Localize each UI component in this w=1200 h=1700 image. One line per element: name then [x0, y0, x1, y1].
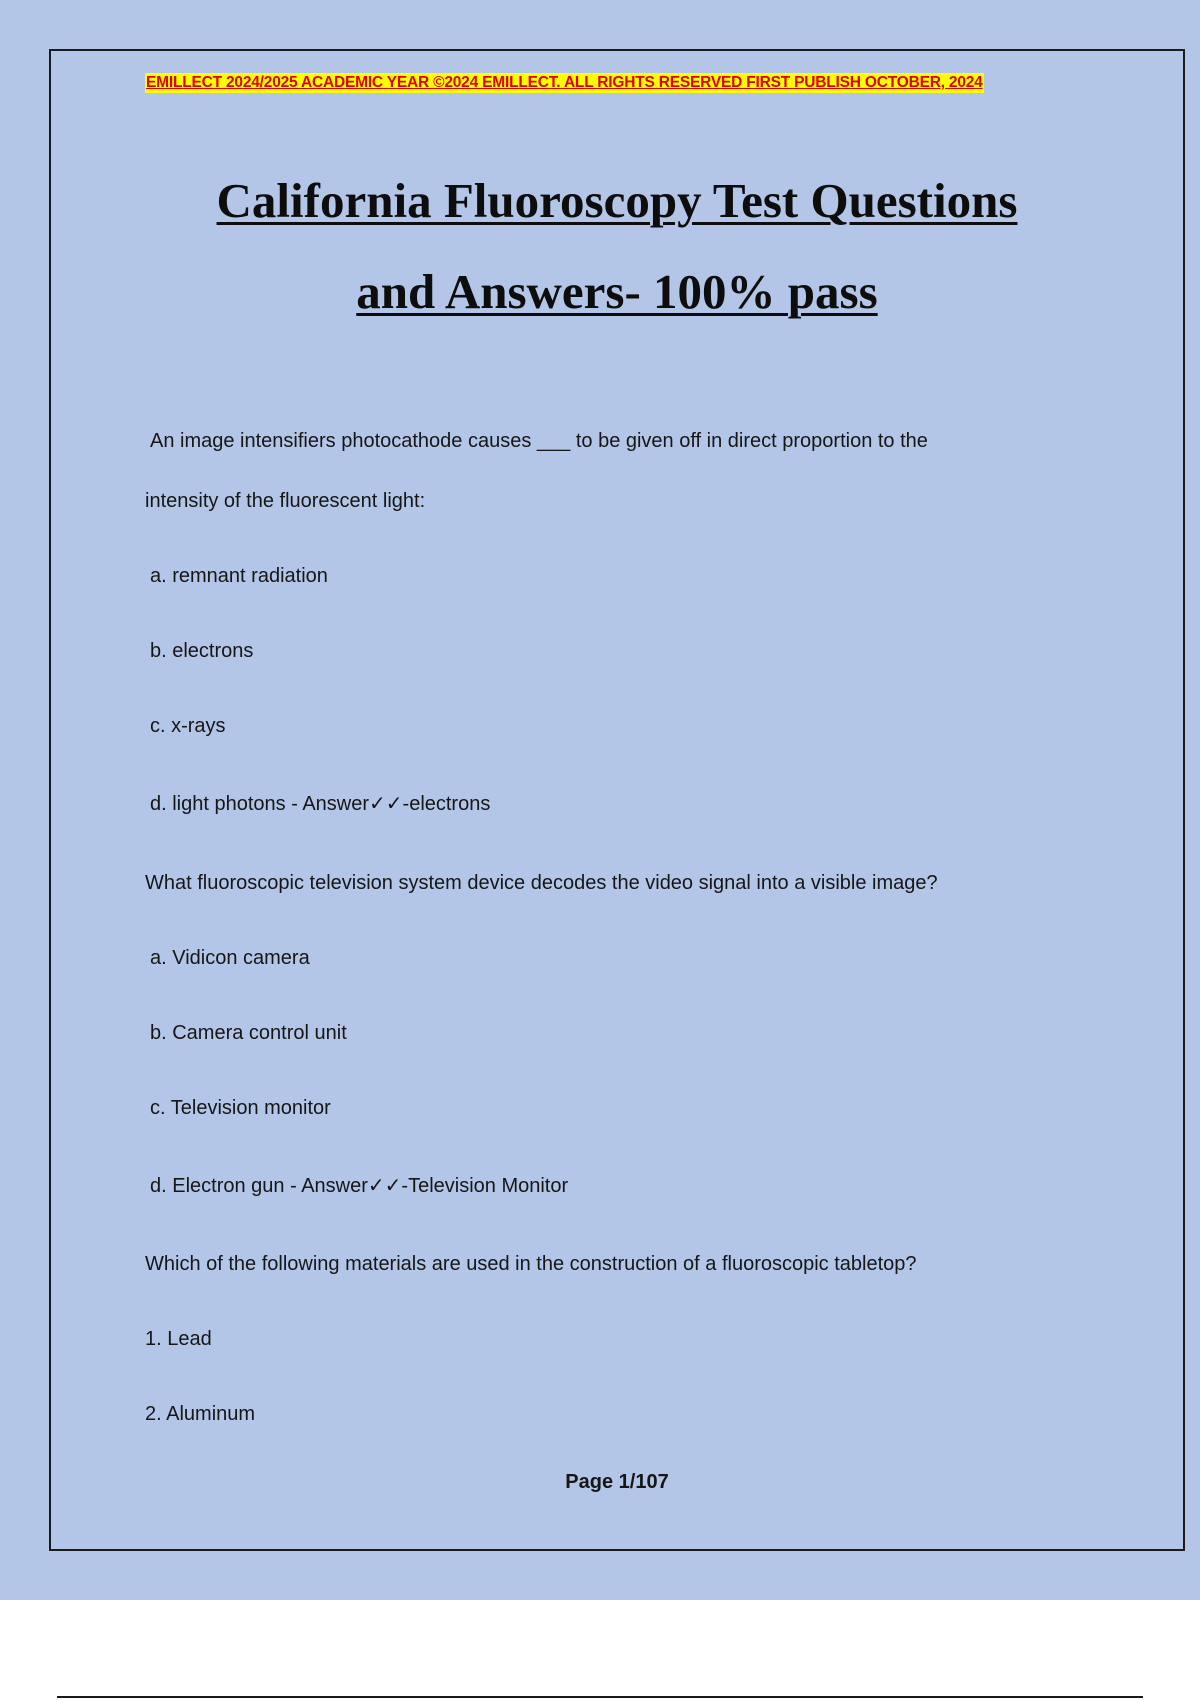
question-2-option-d-answer: d. Electron gun - Answer✓✓-Television Monitor	[150, 1175, 569, 1197]
question-3-item-2: 2. Aluminum	[145, 1403, 256, 1425]
question-2-option-b: b. Camera control unit	[150, 1022, 347, 1044]
question-3-text: Which of the following materials are used in the construction of a fluoroscopic tabletop?	[145, 1253, 917, 1275]
question-2-text: What fluoroscopic television system device decodes the video signal into a visible image?	[145, 872, 938, 894]
document-title-line-2: and Answers- 100% pass	[356, 264, 878, 319]
bottom-divider	[57, 1696, 1143, 1698]
question-1-option-b: b. electrons	[150, 640, 254, 662]
document-title-line-1: California Fluoroscopy Test Questions	[216, 173, 1018, 228]
question-1-option-a: a. remnant radiation	[150, 565, 328, 587]
question-1-option-c: c. x-rays	[150, 715, 226, 737]
question-1-option-d-answer: d. light photons - Answer✓✓-electrons	[150, 793, 491, 815]
question-3-item-1: 1. Lead	[145, 1328, 212, 1350]
question-1-text-line-2: intensity of the fluorescent light:	[145, 490, 426, 512]
question-2-option-a: a. Vidicon camera	[150, 947, 310, 969]
copyright-header: EMILLECT 2024/2025 ACADEMIC YEAR ©2024 EMILLECT. ALL RIGHTS RESERVED FIRST PUBLISH OCTOBER, 2024	[146, 74, 983, 91]
question-1-text-line-1: An image intensifiers photocathode causes ___ to be given off in direct proportion to the	[150, 430, 928, 452]
question-2-option-c: c. Television monitor	[150, 1097, 331, 1119]
page-number: Page 1/107	[565, 1471, 669, 1493]
